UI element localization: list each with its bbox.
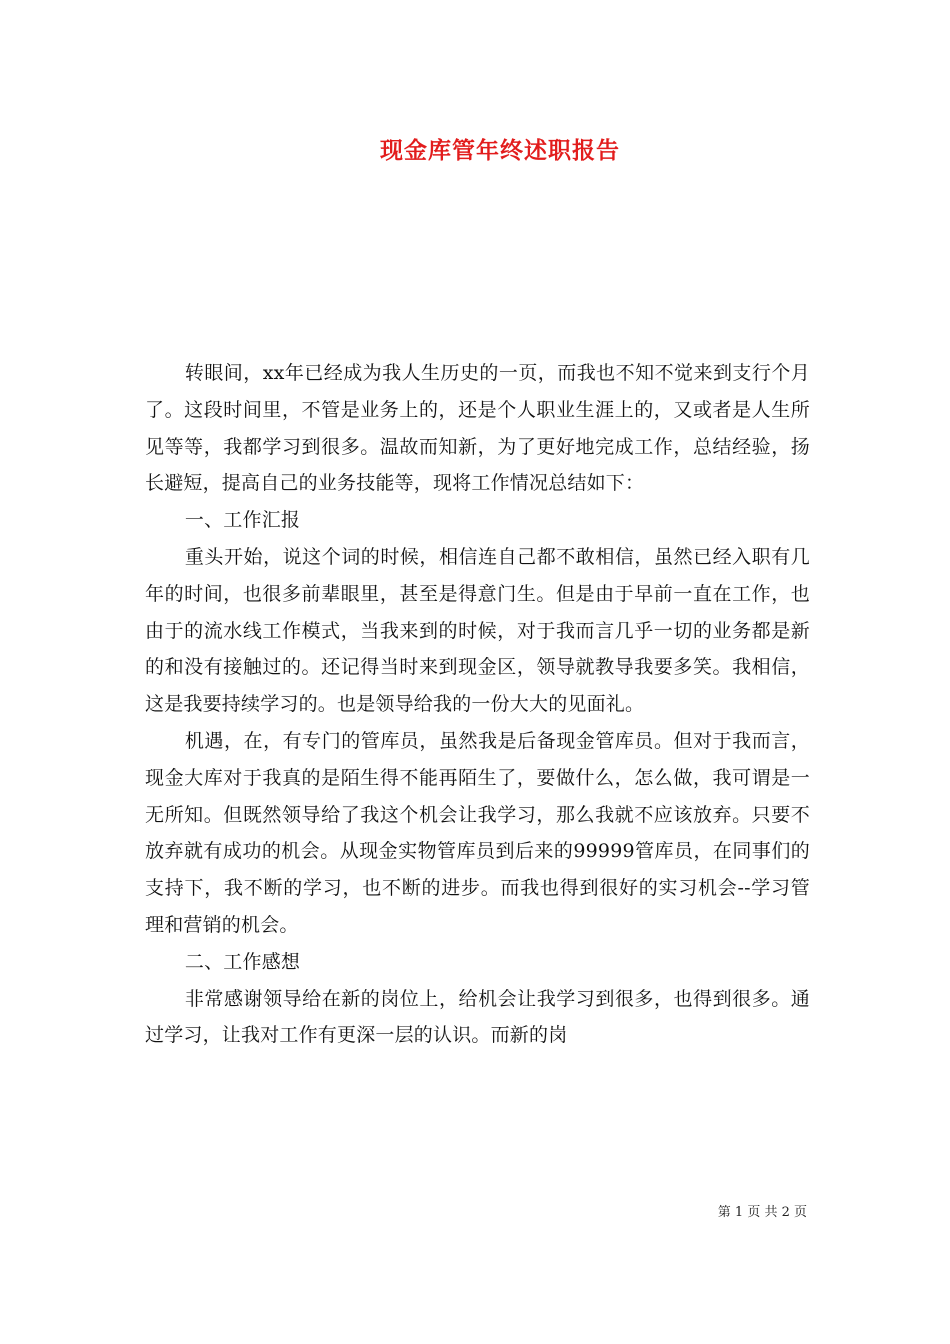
document-body [145,355,810,1054]
section-heading-2: 二、工作感想 [184,950,301,973]
page-number-footer: 第 1 页 共 2 页 [717,1205,807,1220]
body-paragraph-3: 机遇，在，有专门的管库员，虽然我是后备现金管库员。但对于我而言，现金大库对于我真的是陌生得不能再陌生了，要做什么，怎么做，我可谓是一无所知。但既然领导给了我这个机会让我学习，那么我就不应该放弃。只要不放弃就有成功的机会。从现金实物管库员到后来的99999管库员，在同事们的支持下，我不断的学习，也不断的进步。而我也得到很好的实习机会--学习管理和营销的机会。 [145,729,810,936]
body-paragraph-4: 非常感谢领导给在新的岗位上，给机会让我学习到很多，也得到很多。通过学习，让我对工作有更深一层的认识。而新的岗 [145,987,810,1047]
body-paragraph-2: 重头开始，说这个词的时候，相信连自己都不敢相信，虽然已经入职有几年的时间，也很多前辈眼里，甚至是得意门生。但是由于早前一直在工作，也由于的流水线工作模式，当我来到的时候，对于我而言几乎一切的业务都是新的和没有接触过的。还记得当时来到现金区，领导就教导我要多笑。我相信，这是我要持续学习的。也是领导给我的一份大大的见面礼。 [145,545,810,716]
body-paragraph-1: 转眼间，xx年已经成为我人生历史的一页，而我也不知不觉来到支行个月了。这段时间里，不管是业务上的，还是个人职业生涯上的，又或者是人生所见等等，我都学习到很多。温故而知新，为了更好地完成工作，总结经验，扬长避短，提高自己的业务技能等，现将工作情况总结如下： [145,362,810,495]
document-title: 现金库管年终述职报告 [380,137,620,164]
section-heading-1: 一、工作汇报 [184,509,301,532]
